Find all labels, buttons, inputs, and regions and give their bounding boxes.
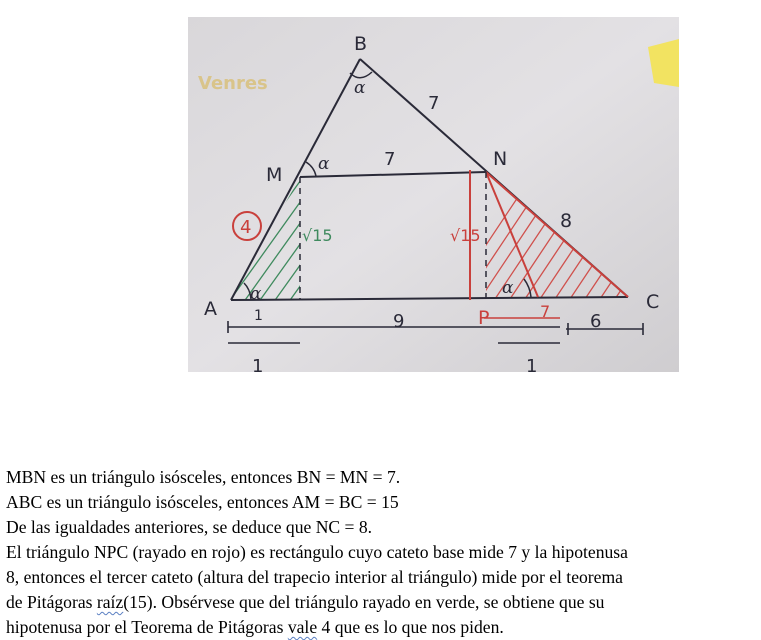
text-line-7-a: hipotenusa por el Teorema de Pitágoras [6,617,288,637]
label-P: P [478,307,490,329]
handwritten-figure-photo [188,17,679,372]
text-line-5: 8, entonces el tercer cateto (altura del trapecio interior al triángulo) mide por el teorema [6,567,623,587]
alpha-A: α [250,284,262,304]
alpha-M: α [318,154,330,174]
text-line-2: ABC es un triángulo isósceles, entonces AM = BC = 15 [6,492,399,512]
label-MN: 7 [384,149,396,170]
text-line-7 [6,615,758,640]
label-1-left: 1 [254,308,263,324]
alpha-B: α [354,78,366,98]
text-line-6-a: de Pitágoras [6,592,97,612]
text-line-6-b: (15). Obsérvese que del triángulo rayado en verde, se obtiene que su [123,592,605,612]
label-C: C [646,291,660,313]
label-B: B [354,33,368,55]
label-9: 9 [393,311,405,332]
text-line-3: De las igualdades anteriores, se deduce que NC = 8. [6,517,373,537]
label-1-under-right: 1 [526,356,538,372]
spellcheck-word-vale: vale [287,617,318,637]
label-7-red: 7 [540,302,551,321]
explanation-text [6,465,758,640]
label-circled-4: 4 [240,217,252,238]
label-M: M [266,164,283,186]
height-right: √15 [450,226,481,245]
header-word: Venres [198,73,268,94]
height-left: √15 [302,226,333,245]
label-BN: 7 [428,93,440,114]
text-line-6 [6,590,758,615]
text-line-1: MBN es un triángulo isósceles, entonces BN = MN = 7. [6,467,401,487]
label-N: N [493,148,508,170]
text-line-7-b: 4 que es lo que nos piden. [317,617,504,637]
alpha-P: α [502,278,514,298]
label-1-under-left: 1 [252,356,264,372]
text-line-4: El triángulo NPC (rayado en rojo) es rectángulo cuyo cateto base mide 7 y la hipotenusa [6,542,628,562]
label-A: A [204,298,217,320]
spellcheck-word-raiz: raíz [96,592,124,612]
label-6: 6 [590,311,602,332]
label-NC: 8 [560,210,573,232]
